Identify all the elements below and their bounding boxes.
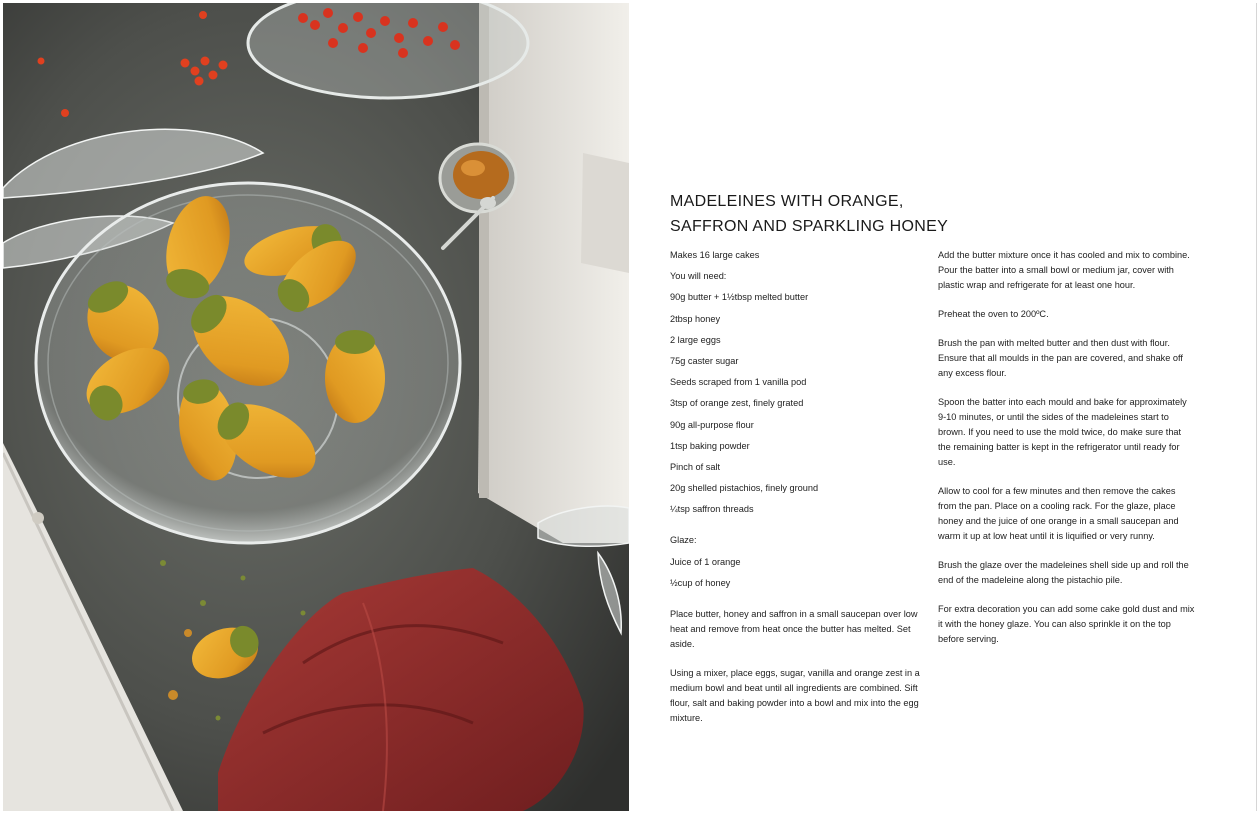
right-column xyxy=(938,248,1196,661)
ingredient-item: 1tsp baking powder xyxy=(670,440,750,451)
ingredient-item: 90g all-purpose flour xyxy=(670,419,754,430)
title-line-1: MADELEINES WITH ORANGE, xyxy=(670,193,904,210)
glaze-heading: Glaze: xyxy=(670,535,697,546)
ingredient-item: Seeds scraped from 1 vanilla pod xyxy=(670,377,807,388)
ingredient-item: 2tbsp honey xyxy=(670,313,721,324)
method-paragraph: Place butter, honey and saffron in a small saucepan over low heat and remove from heat once the butter has melted. Set aside. xyxy=(670,609,918,649)
ingredient-list xyxy=(670,290,925,523)
method-paragraph: Brush the glaze over the madeleines shell side up and roll the end of the madeleine along the pistachio pile. xyxy=(938,560,1189,585)
ingredient-item: 20g shelled pistachios, finely ground xyxy=(670,483,819,494)
yield-text: Makes 16 large cakes xyxy=(670,250,760,260)
method-paragraph: Using a mixer, place eggs, sugar, vanilla and orange zest in a medium bowl and beat until all ingredients are combined. Sift flour, salt and baking powder into a bowl and mix into the egg mixture. xyxy=(670,668,920,723)
ingredient-item: 90g butter + 1½tbsp melted butter xyxy=(670,292,809,303)
glaze-ingredient-item: ½cup of honey xyxy=(670,577,731,588)
method-paragraph: Allow to cool for a few minutes and then remove the cakes from the pan. Place on a cooling rack. For the glaze, place honey and the juice of one orange in a small saucepan and warm it up at low heat until it is liquified or very runny. xyxy=(938,486,1179,541)
ingredient-item: ¼tsp saffron threads xyxy=(670,504,754,515)
method-paragraph: Spoon the batter into each mould and bake for approximately 9-10 minutes, or until the sides of the madeleines start to brown. If you need to use the mold twice, do make sure that the remaining batter is kept in the refrigerator until ready for use. xyxy=(938,397,1187,467)
left-column xyxy=(670,248,925,740)
glaze-ingredient-item: Juice of 1 orange xyxy=(670,556,741,567)
ingredient-item: Pinch of salt xyxy=(670,461,721,472)
method-paragraph: Brush the pan with melted butter and then dust with flour. Ensure that all moulds in the pan are covered, and shake off any excess flour. xyxy=(938,338,1183,378)
recipe-title xyxy=(670,189,1090,239)
ingredient-item: 3tsp of orange zest, finely grated xyxy=(670,398,804,409)
method-paragraph: Add the butter mixture once it has cooled and mix to combine. Pour the batter into a small bowl or medium jar, cover with plastic wrap and refrigerate for at least one hour. xyxy=(938,250,1190,290)
ingredient-item: 75g caster sugar xyxy=(670,355,739,366)
glaze-ingredient-list xyxy=(670,555,925,597)
recipe-photo xyxy=(3,3,629,811)
recipe-page xyxy=(630,3,1257,811)
white-cabinet xyxy=(478,3,629,543)
method-paragraph: For extra decoration you can add some cake gold dust and mix it with the honey glaze. You can also sprinkle it on the top before serving. xyxy=(938,604,1195,644)
title-line-2: SAFFRON AND SPARKLING HONEY xyxy=(670,218,949,235)
ingredient-item: 2 large eggs xyxy=(670,334,721,345)
method-paragraph: Preheat the oven to 200ºC. xyxy=(938,309,1049,319)
you-will-need-label: You will need: xyxy=(670,271,727,282)
